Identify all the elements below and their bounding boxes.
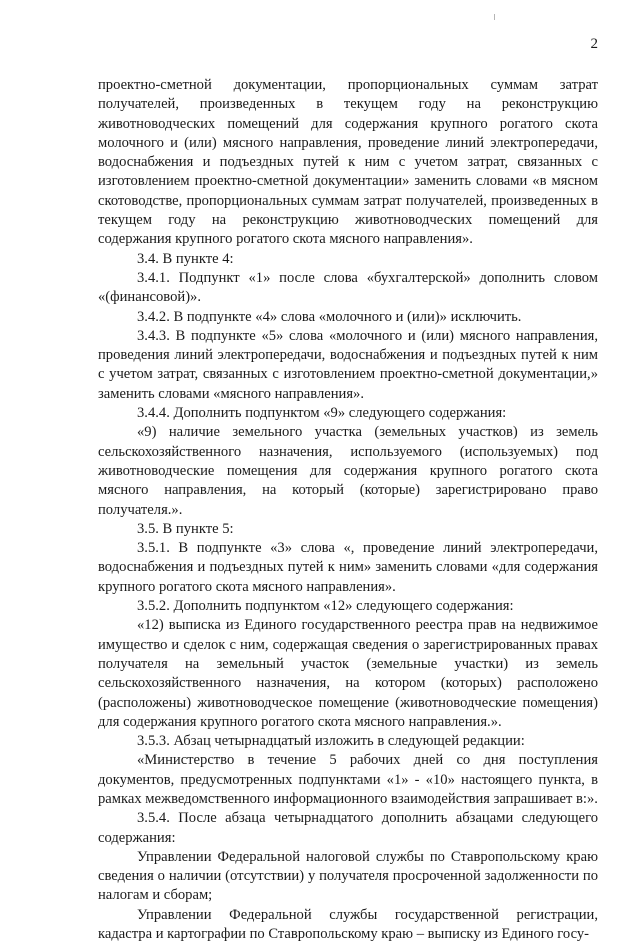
paragraph: 3.4.1. Подпункт «1» после слова «бухгалтерской» дополнить словом «(финансовой)». bbox=[98, 269, 598, 306]
document-body bbox=[98, 76, 598, 944]
paragraph: 3.4.4. Дополнить подпунктом «9» следующего содержания: bbox=[137, 405, 507, 422]
paragraph: 3.4. В пункте 4: bbox=[137, 250, 234, 267]
paragraph: 3.5. В пункте 5: bbox=[137, 520, 234, 537]
scan-artifact bbox=[494, 14, 495, 20]
paragraph: 3.4.2. В подпункте «4» слова «молочного и (или)» исключить. bbox=[137, 308, 522, 325]
paragraph: «Министерство в течение 5 рабочих дней со дня поступления документов, предусмотренных подпунктами «1» - «10» настоящего пункта, в рамках межведомственного информационного взаимодействия запрашивает в:». bbox=[98, 752, 598, 807]
paragraph: 3.5.4. После абзаца четырнадцатого дополнить абзацами следующего содержания: bbox=[98, 810, 598, 846]
paragraph: 3.4.3. В подпункте «5» слова «молочного и (или) мясного направления, проведения линий электропередачи, водоснабжения и подъездных путей к ним с учетом затрат, связанных с изготовлением проектно-сметной документации,» заменить словами «мясного направления». bbox=[98, 327, 598, 402]
paragraph: 3.5.3. Абзац четырнадцатый изложить в следующей редакции: bbox=[137, 733, 525, 750]
page-number: 2 bbox=[590, 36, 598, 52]
paragraph: «9) наличие земельного участка (земельных участков) из земель сельскохозяйственного назначения, используемого (используемых) под животноводческие помещения для содержания крупного рогатого скота мясного направления, на который (которые) зарегистрировано право получателя.». bbox=[98, 424, 598, 518]
paragraph: 3.5.1. В подпункте «3» слова «, проведение линий электропередачи, водоснабжения и подъездных путей к ним» заменить словами «для содержания крупного рогатого скота мясного направления». bbox=[98, 540, 598, 595]
paragraph: Управлении Федеральной налоговой службы по Ставропольскому краю сведения о наличии (отсутствии) у получателя просроченной задолженности по налогам и сборам; bbox=[98, 848, 598, 904]
paragraph: Управлении Федеральной службы государственной регистрации, кадастра и картографии по Ставропольскому краю – выписку из Единого госу- bbox=[98, 906, 598, 943]
paragraph: 3.5.2. Дополнить подпунктом «12» следующего содержания: bbox=[137, 598, 514, 615]
paragraph: «12) выписка из Единого государственного реестра прав на недвижимое имущество и сделок с ним, содержащая сведения о зарегистрированных правах получателя на земельный участок (земельные участки) из земель сельскохозяйственного назначения, на котором (которых) расположено (расположены) животноводческое помещение (животноводческие помещения) для содержания крупного рогатого скота мясного направления.». bbox=[98, 617, 598, 730]
paragraph: проектно-сметной документации, пропорциональных суммам затрат получателей, произведенных в текущем году на реконструкцию животноводческих помещений для содержания крупного рогатого скота молочного и (или) мясного направления, проведение линий электропередачи, водоснабжения и подъездных путей к ним с учетом затрат, связанных с изготовлением проектно-сметной документации» заменить словами «в мясном скотоводстве, пропорциональных суммам затрат получателей, произведенных в текущем году на реконструкцию животноводческих помещений для содержания крупного рогатого скота мясного направления». bbox=[98, 77, 598, 248]
